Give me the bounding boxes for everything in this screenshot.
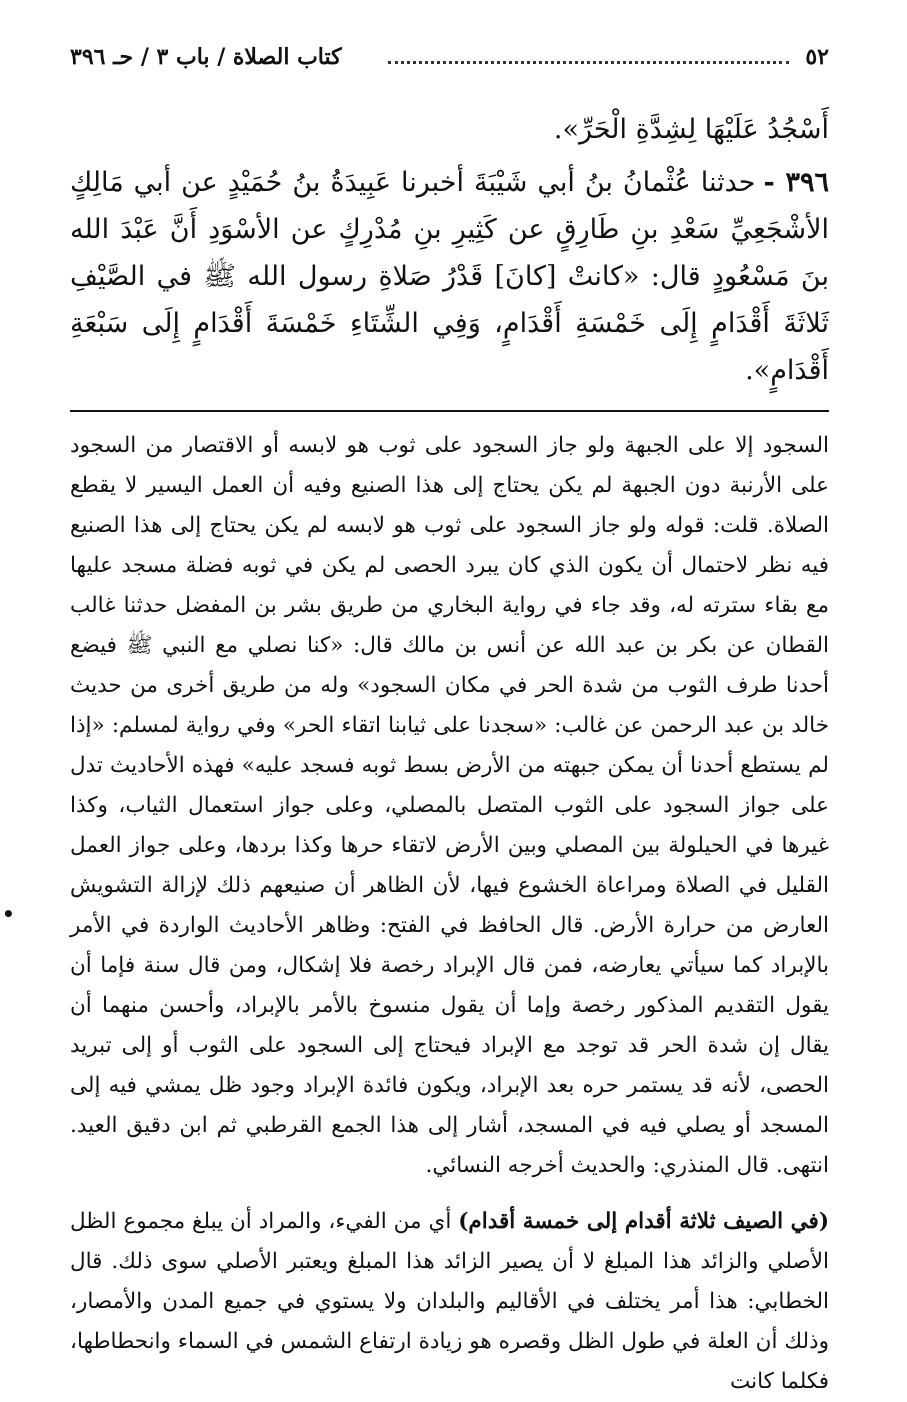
previous-hadith-ending: أَسْجُدُ عَلَيْهَا لِشِدَّةِ الْحَرِّ». (553, 114, 829, 145)
dotted-leader (388, 61, 789, 64)
page-header (70, 44, 829, 84)
margin-mark: • (2, 902, 15, 926)
hadith-text: حدثنا عُثْمانُ بنُ أبي شَيْبَةَ أخبرنا عَبِيدَةُ بنُ حُمَيْدٍ عن أبي مَالِكٍ الأشْجَعِيِّ سَعْدِ بنِ طَارِقٍ عن كَثِيرِ بنِ مُدْرِكٍ عن الأسْوَدِ أَنَّ عَبْدَ الله بنَ مَسْعُودٍ قال: «كانتْ [كانَ] قَدْرُ صَلاةِ رسول الله ﷺ في الصَّيْفِ ثَلاثَةَ أَقْدَامٍ إِلَى خَمْسَةِ أَقْدَامٍ، وَفِي الشِّتَاءِ خَمْسَةَ أَقْدَامٍ إِلَى سَبْعَةِ أَقْدَامٍ». (70, 167, 829, 386)
hadith-block (70, 106, 829, 394)
footnote-separator (70, 410, 829, 412)
commentary-paragraph-1: السجود إلا على الجبهة ولو جاز السجود على ثوب هو لابسه أو الاقتصار من السجود على الأرنبة دون الجبهة لم يكن يحتاج إلى هذا الصنيع وفيه أن العمل اليسير لا يقطع الصلاة. قلت: قوله ولو جاز السجود على ثوب هو لابسه لم يكن يحتاج إلى هذا الصنيع فيه نظر لاحتمال أن يكون الذي كان يبرد الحصى لم يكن في ثوبه فضلة مسجد عليها مع بقاء سترته له، وقد جاء في رواية البخاري من طريق بشر بن المفضل حدثنا غالب القطان عن بكر بن عبد الله عن أنس بن مالك قال: «كنا نصلي مع النبي ﷺ فيضع أحدنا طرف الثوب من شدة الحر في مكان السجود» وله من طريق أخرى من حديث خالد بن عبد الرحمن عن غالب: «سجدنا على ثيابنا اتقاء الحر» وفي رواية لمسلم: «إذا لم يستطع أحدنا أن يمكن جبهته من الأرض بسط ثوبه فسجد عليه» فهذه الأحاديث تدل على جواز السجود على الثوب المتصل بالمصلي، وعلى جواز استعمال الثياب، وكذا غيرها في الحيلولة بين المصلي وبين الأرض لاتقاء حرها وكذا بردها، وعلى جواز العمل القليل في الصلاة ومراعاة الخشوع فيها، لأن الظاهر أن صنيعهم ذلك لإزالة التشويش العارض من حرارة الأرض. قال الحافظ في الفتح: وظاهر الأحاديث الواردة في الأمر بالإبراد كما سيأتي يعارضه، فمن قال الإبراد رخصة فلا إشكال، ومن قال سنة فإما أن يقول التقديم المذكور رخصة وإما أن يقول منسوخ بالأمر بالإبراد، وأحسن منهما أن يقال إن شدة الحر قد توجد مع الإبراد فيحتاج إلى السجود على الثوب أو إلى تبريد الحصى، لأنه قد يستمر حره بعد الإبراد، ويكون فائدة الإبراد وجود ظل يمشي فيه إلى المسجد أو يصلي فيه في المسجد، أشار إلى هذا الجمع القرطبي ثم ابن دقيق العيد. انتهى. قال المنذري: والحديث أخرجه النسائي. (70, 433, 829, 1178)
hadith-number: ٣٩٦ - (763, 167, 830, 198)
commentary-lemma: (في الصيف ثلاثة أقدام إلى خمسة أقدام) (458, 1209, 829, 1234)
page-number: ٥٢ (805, 44, 829, 70)
commentary-paragraph-2 (70, 1202, 829, 1402)
running-title: كتاب الصلاة / باب ٣ / حـ ٣٩٦ (70, 44, 342, 70)
commentary-paragraph-2-text: أي من الفيء، والمراد أن يبلغ مجموع الظل الأصلي والزائد هذا المبلغ لا أن يصير الزائد هذا المبلغ ويعتبر الأصلي سوى ذلك. قال الخطابي: هذا أمر يختلف في الأقاليم والبلدان ولا يستوي في جميع المدن والأمصار، وذلك أن العلة في طول الظل وقصره هو زيادة ارتفاع الشمس في السماء وانحطاطها، فكلما كانت (70, 1209, 829, 1394)
commentary-block (70, 426, 829, 1402)
hadith-396 (70, 159, 829, 394)
